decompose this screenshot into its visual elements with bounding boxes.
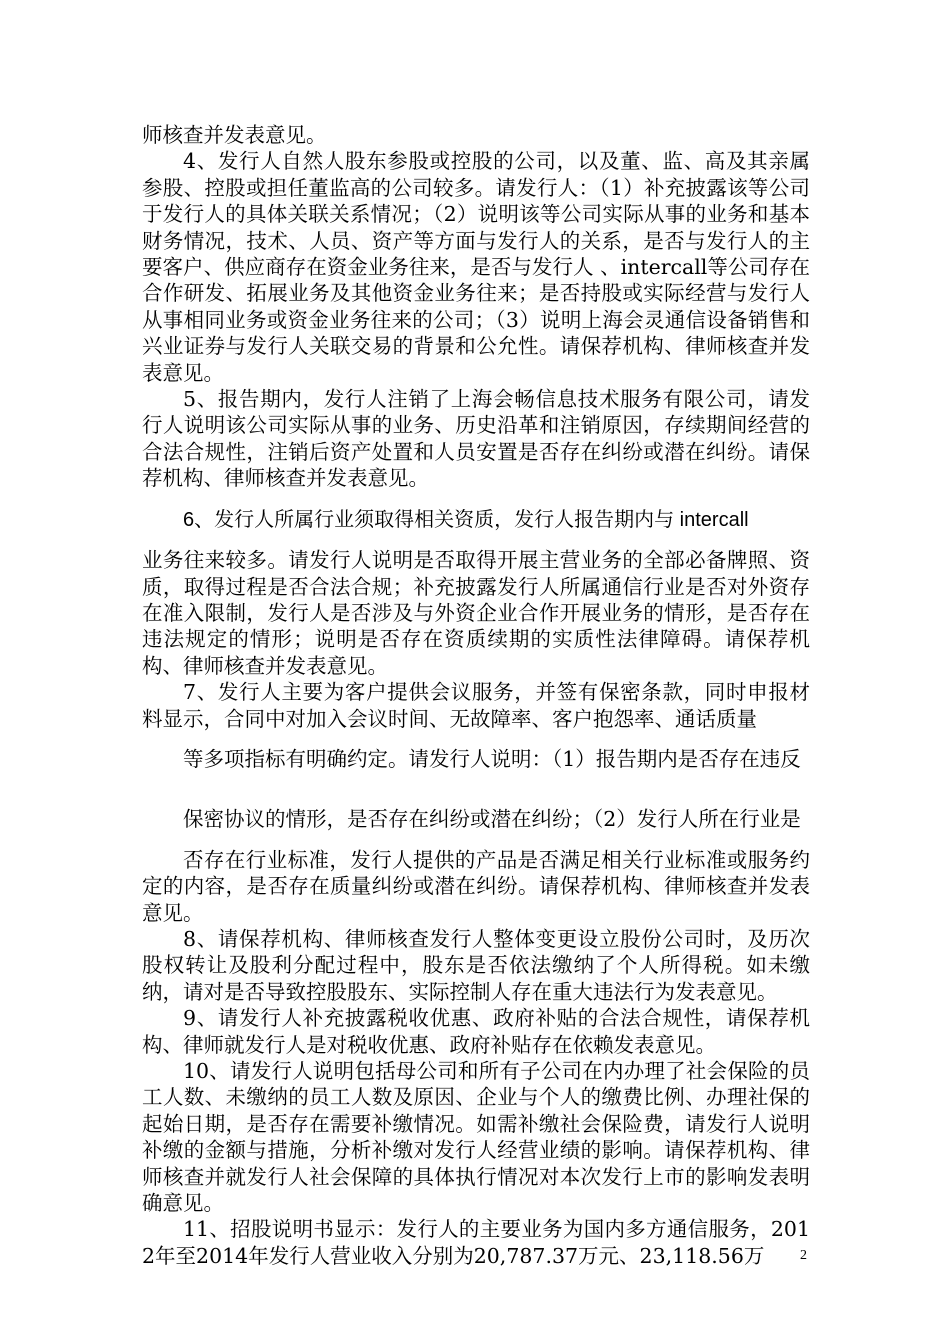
paragraph-9: 9、请发行人补充披露税收优惠、政府补贴的合法合规性，请保荐机构、律师就发行人是对税收优惠、政府补贴存在依赖发表意见。	[142, 1006, 810, 1057]
paragraph-6-rest: 业务往来较多。请发行人说明是否取得开展主营业务的全部必备牌照、资质，取得过程是否合法合规；补充披露发行人所属通信行业是否对外资存在准入限制，发行人是否涉及与外资企业合作开展业务的情形，是否存在违法规定的情形；说明是否存在资质续期的实质性法律障碍。请保荐机构、律师核查并发表意见。	[142, 548, 810, 678]
paragraph-7	[142, 679, 810, 926]
paragraph-7-part-1: 7、发行人主要为客户提供会议服务，并签有保密条款，同时申报材料显示，合同中对加入会议时间、无故障率、客户抱怨率、通话质量	[142, 680, 810, 731]
paragraph-5: 5、报告期内，发行人注销了上海会畅信息技术服务有限公司，请发行人说明该公司实际从事的业务、历史沿革和注销原因，存续期间经营的合法合规性，注销后资产处置和人员安置是否存在纠纷或潜在纠纷。请保荐机构、律师核查并发表意见。	[142, 387, 810, 491]
paragraph-3-tail: 师核查并发表意见。	[142, 123, 327, 147]
paragraph-7-part-3: 保密协议的情形，是否存在纠纷或潜在纠纷；（2）发行人所在行业是	[183, 807, 801, 832]
paragraph-11: 11、招股说明书显示：发行人的主要业务为国内多方通信服务，2012年至2014年发行人营业收入分别为20,787.37万元、23,118.56万	[142, 1217, 810, 1268]
paragraph-7-part-2: 等多项指标有明确约定。请发行人说明：（1）报告期内是否存在违反	[183, 746, 801, 771]
document-page	[142, 122, 810, 1269]
page-number: 2	[800, 1248, 807, 1263]
paragraph-6-head: 6、发行人所属行业须取得相关资质，发行人报告期内与 intercall	[183, 508, 749, 531]
paragraph-6-first-line	[142, 506, 810, 533]
paragraph-8: 8、请保荐机构、律师核查发行人整体变更设立股份公司时，及历次股权转让及股利分配过程中，股东是否依法缴纳了个人所得税。如未缴纳，请对是否导致控股股东、实际控制人存在重大违法行为发表意见。	[142, 926, 810, 1004]
paragraph-4: 4、发行人自然人股东参股或控股的公司，以及董、监、高及其亲属参股、控股或担任董监高的公司较多。请发行人：（1）补充披露该等公司于发行人的具体关联关系情况；（2）说明该等公司实际从事的业务和基本财务情况，技术、人员、资产等方面与发行人的关系，是否与发行人的主要客户、供应商存在资金业务往来，是否与发行人 、intercall等公司存在合作研发、拓展业务及其他资金业务往来；是否持股或实际经营与发行人从事相同业务或资金业务往来的公司；（3）说明上海会灵通信设备销售和兴业证券与发行人关联交易的背景和公允性。请保荐机构、律师核查并发表意见。	[142, 149, 810, 385]
paragraph-7-part-4: 否存在行业标准，发行人提供的产品是否满足相关行业标准或服务约定的内容，是否存在质量纠纷或潜在纠纷。请保荐机构、律师核查并发表意见。	[142, 847, 810, 925]
paragraph-10: 10、请发行人说明包括母公司和所有子公司在内办理了社会保险的员工人数、未缴纳的员工人数及原因、企业与个人的缴费比例、办理社保的起始日期，是否存在需要补缴情况。如需补缴社会保险费，请发行人说明补缴的金额与措施，分析补缴对发行人经营业绩的影响。请保荐机构、律师核查并就发行人社会保障的具体执行情况对本次发行上市的影响发表明确意见。	[142, 1059, 810, 1216]
